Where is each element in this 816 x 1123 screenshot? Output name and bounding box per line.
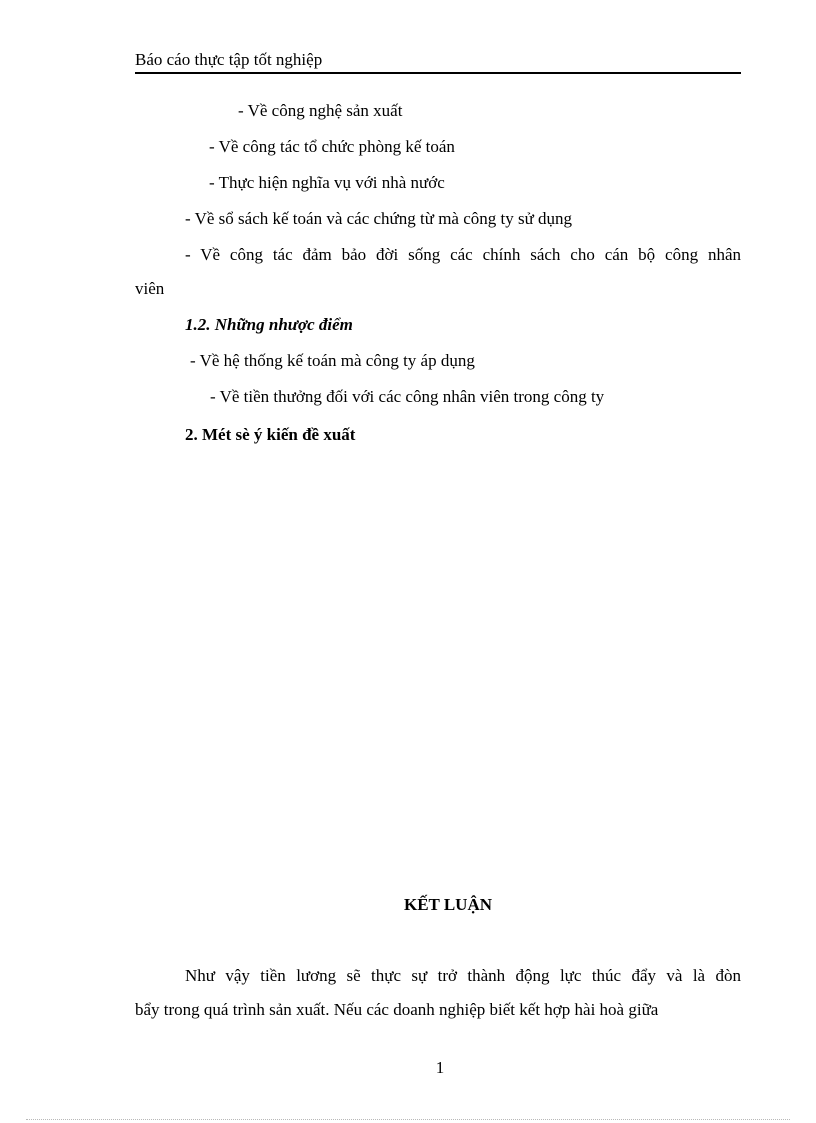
page-number: 1 [435, 1058, 445, 1077]
conclusion-line-1: Như vậy tiền lương sẽ thực sự trở thành động lực thúc đẩy và là đòn [185, 966, 741, 985]
page-bottom-divider [26, 1119, 790, 1120]
conclusion-title: KẾT LUẬN [403, 895, 492, 914]
header-title: Báo cáo thực tập tốt nghiệp [135, 50, 323, 69]
conclusion-line-2: bẩy trong quá trình sản xuất. Nếu các doanh nghiệp biết kết hợp hài hoà giữa [135, 1000, 659, 1019]
text-line-state-obligation: - Thực hiện nghĩa vụ với nhà nước [209, 173, 445, 192]
text-line-tech: - Về công nghệ sản xuất [238, 101, 403, 120]
section-heading-weaknesses: 1.2. Những nhược điểm [185, 315, 353, 334]
text-line-accounting-system: - Về hệ thống kế toán mà công ty áp dụng [190, 351, 475, 370]
section-heading-suggestions: 2. Mét sè ý kiến đề xuất [185, 425, 356, 444]
text-line-books-documents: - Về sổ sách kế toán và các chứng từ mà công ty sử dụng [185, 209, 573, 228]
text-line-accounting-org: - Về công tác tổ chức phòng kế toán [209, 137, 455, 156]
text-line-employee-welfare-continued: viên [135, 279, 165, 298]
text-line-employee-welfare: - Về công tác đảm bảo đời sống các chính sách cho cán bộ công nhân [185, 245, 741, 264]
page-header [135, 50, 741, 74]
text-line-bonus: - Về tiền thưởng đối với các công nhân viên trong công ty [210, 387, 605, 406]
